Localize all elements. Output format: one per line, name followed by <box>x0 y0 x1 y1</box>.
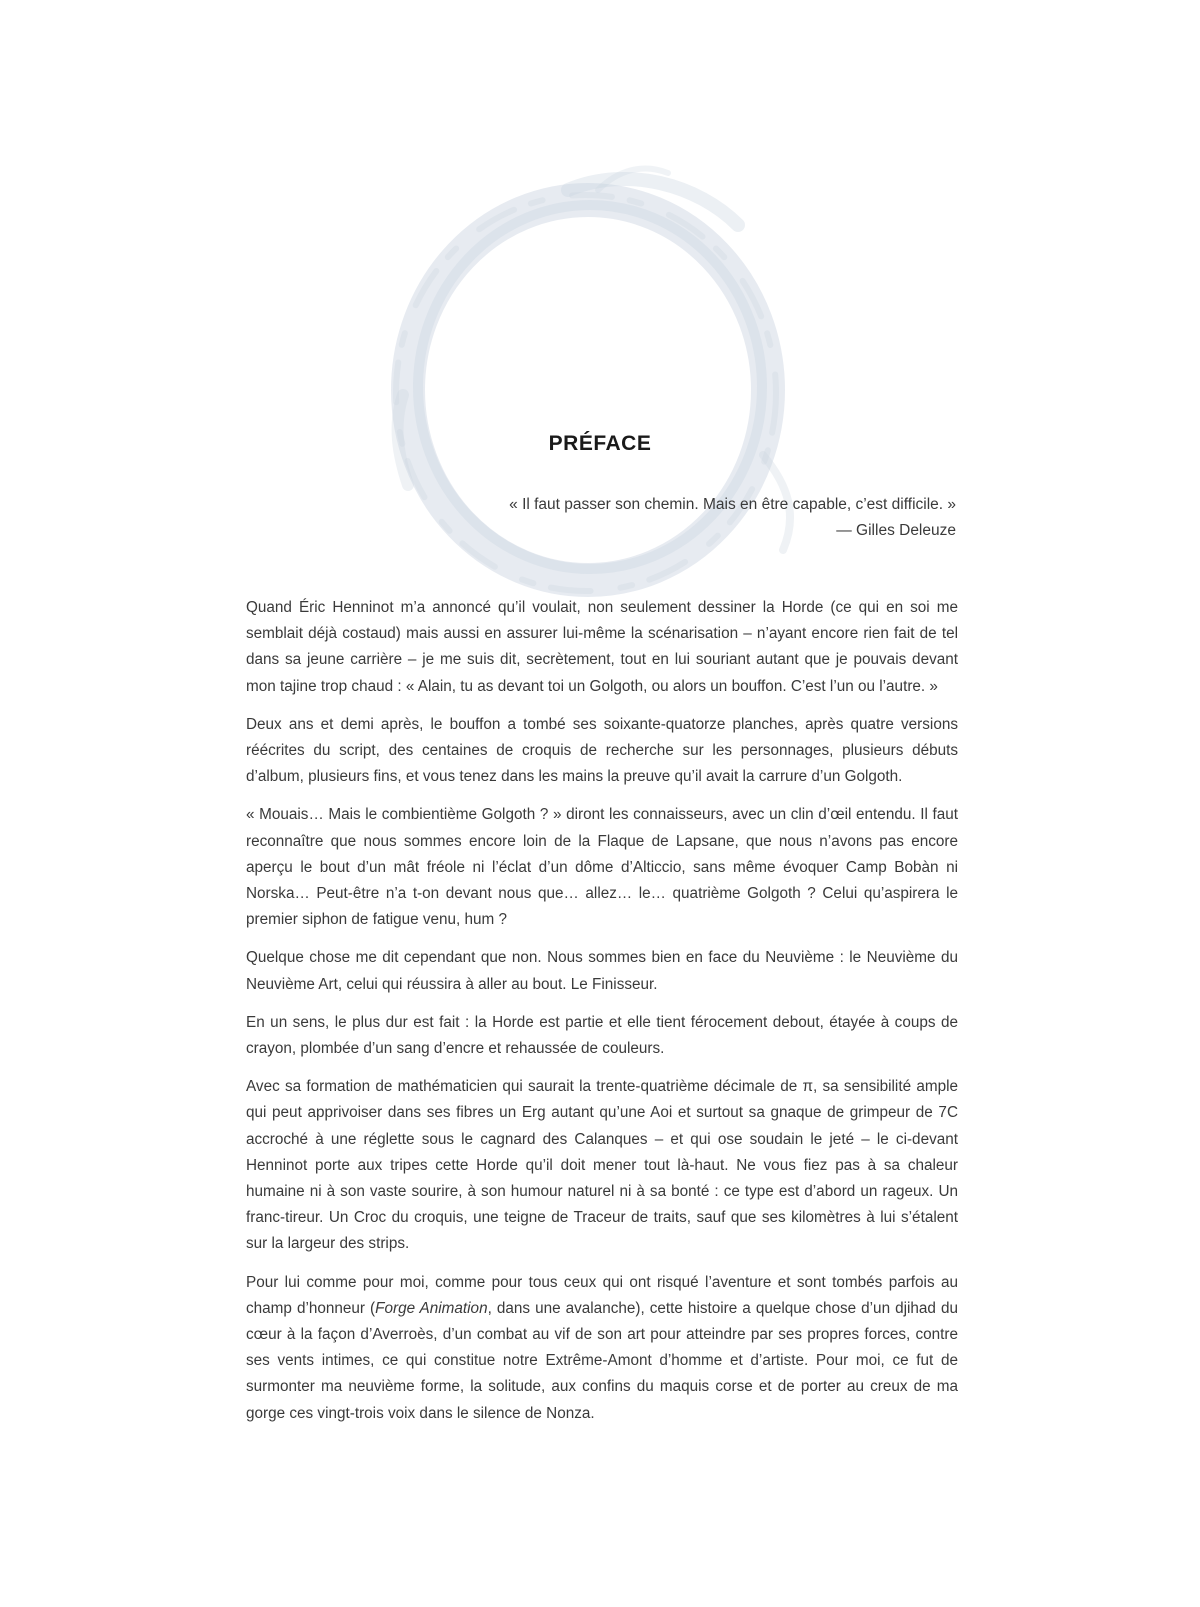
paragraph: Deux ans et demi après, le bouffon a tombé ses soixante-quatorze planches, après quatre versions réécrites du script, des centaines de croquis de recherche sur les personnages, plusieurs débuts d’album, plusieurs fins, et vous tenez dans les mains la preuve qu’il avait la carrure d’un Golgoth. <box>246 715 958 786</box>
paragraph: En un sens, le plus dur est fait : la Horde est partie et elle tient férocement debout, étayée à coups de crayon, plombée d’un sang d’encre et rehaussée de couleurs. <box>246 1013 958 1058</box>
paragraph: Quand Éric Henninot m’a annoncé qu’il voulait, non seulement dessiner la Horde (ce qui en soi me semblait déjà costaud) mais aussi en assurer lui-même la scénarisation – n’ayant encore rien fait de tel dans sa jeune carrière – je me suis dit, secrètement, tout en lui souriant autant que je pouvais devant mon tajine trop chaud : « Alain, tu as devant toi un Golgoth, ou alors un bouffon. C’est l’un ou l’autre. » <box>246 599 958 695</box>
epigraph <box>509 492 956 544</box>
paragraph-last <box>246 1270 958 1427</box>
epigraph-quote: « Il faut passer son chemin. Mais en être capable, c’est difficile. » <box>509 496 956 513</box>
brush-ring-illustration <box>368 155 808 615</box>
paragraph: Quelque chose me dit cependant que non. Nous sommes bien en face du Neuvième : le Neuvième du Neuvième Art, celui qui réussira à aller au bout. Le Finisseur. <box>246 949 958 993</box>
paragraph: « Mouais… Mais le combientième Golgoth ? » diront les connaisseurs, avec un clin d’œil entendu. Il faut reconnaître que nous sommes encore loin de la Flaque de Lapsane, que nous n’avons pas encore aperçu le bout d’un mât fréole ni l’éclat d’un dôme d’Alticcio, sans même évoquer Camp Bobàn ni Norska… Peut-être n’a t-on devant nous que… allez… le… quatrième Golgoth ? Celui qu’aspirera le premier siphon de fatigue venu, hum ? <box>246 806 958 929</box>
paragraph-text: , dans une avalanche), cette histoire a quelque chose d’un djihad du cœur à la façon d’Averroès, d’un combat au vif de son art pour atteindre par ses propres forces, contre ses vents intimes, ce qui constitue notre Extrême-Amont d’homme et d’artiste. Pour moi, ce fut de surmonter ma neuvième forme, la solitude, aux confins du maquis corse et de porter au creux de ma gorge ces vingt-trois voix dans le silence de Nonza. <box>246 1299 958 1422</box>
page-title: PRÉFACE <box>548 432 652 455</box>
paragraph-text: Pour lui comme pour moi, comme pour tous ceux qui ont risqué l’aventure et sont tombés parfois au champ d’honneur ( <box>246 1273 958 1317</box>
italic-title: Forge Animation <box>375 1299 488 1317</box>
paragraph: Avec sa formation de mathématicien qui saurait la trente-quatrième décimale de π, sa sensibilité ample qui peut apprivoiser dans ses fibres un Erg autant qu’une Aoi et surtout sa gnaque de grimpeur de 7C accroché à une réglette sous le cagnard des Calanques – et qui ose soudain le jeté – le ci-devant Henninot porte aux tripes cette Horde qu’il doit mener tout là-haut. Ne vous fiez pas à sa chaleur humaine ni à son vaste sourire, à son humour naturel ni à sa bonté : ce type est d’abord un rageux. Un franc-tireur. Un Croc du croquis, une teigne de Traceur de traits, sauf que ses kilomètres à lui s’étalent sur la largeur des strips. <box>246 1078 958 1253</box>
epigraph-attribution: — Gilles Deleuze <box>836 522 956 539</box>
preface-body <box>246 595 958 1439</box>
